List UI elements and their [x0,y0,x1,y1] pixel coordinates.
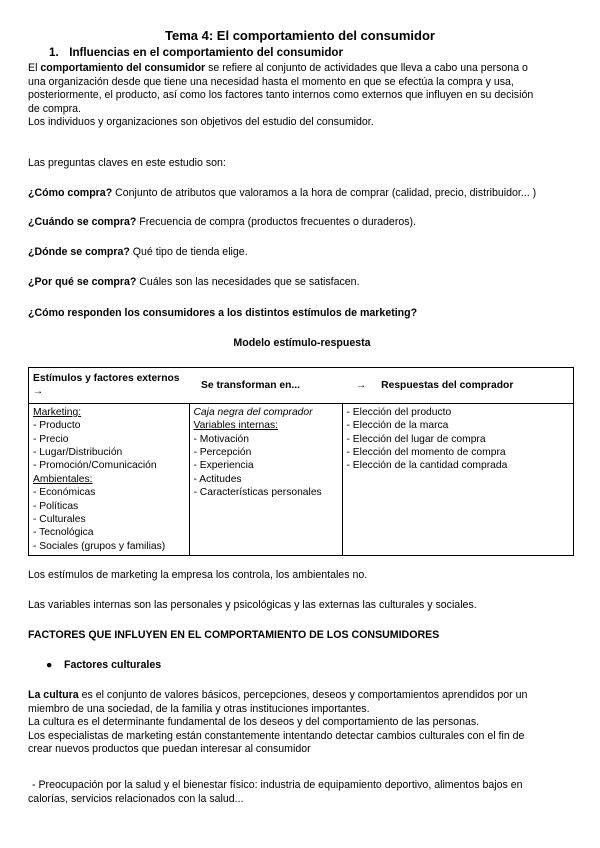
bullet-dot-icon: ● [46,659,53,671]
section-number: 1. [49,46,59,59]
table-header-row [29,368,574,404]
intro-pre: El [28,62,41,74]
intro-line-1-rest: se refiere al conjunto de actividades que lleva a cabo una persona o [205,62,528,74]
culture-line-3: La cultura es el determinante fundamental de los deseos y del comportamiento de las personas. [28,716,480,729]
black-box-label [194,406,338,419]
list-item: - Culturales [33,514,86,526]
header-col1-text: Estímulos y factores externos [33,373,180,384]
intro-paragraph [28,62,576,130]
black-box-label-text: Caja negra del comprador [193,406,313,418]
list-item: - Promoción/Comunicación [33,460,157,472]
marketing-label [33,406,185,419]
responses-cell [342,403,574,555]
model-title [28,337,576,351]
intro-bold-term: comportamiento del consumidor [40,62,206,74]
list-item: - Elección del momento de compra [346,447,506,459]
question-why-answer: Cuáles son las necesidades que se satisfacen. [136,276,360,288]
header-col3-text: Respuestas del comprador [381,379,514,391]
internal-variables-label [194,419,338,432]
question-response [28,307,576,321]
list-item: - Elección de la cantidad comprada [346,460,508,472]
marketing-label-text: Marketing: [33,406,82,418]
model-title-text: Modelo estímulo-respuesta [233,337,371,349]
section-title: Influencias en el comportamiento del consumidor [69,46,344,59]
header-arrow-2: → [356,379,367,391]
question-where-answer: Qué tipo de tienda elige. [129,246,248,258]
stimuli-cell [29,403,190,555]
question-response-label: ¿Cómo responden los consumidores a los distintos estímulos de marketing? [28,307,418,319]
intro-line-4: de compra. [28,102,81,115]
list-item: - Políticas [33,500,79,512]
question-where [28,246,576,260]
question-when-answer: Frecuencia de compra (productos frecuentes o duraderos). [136,216,417,228]
list-item: - Actitudes [193,473,242,485]
list-item: - Tecnológica [33,527,94,539]
ambientales-label [33,473,185,486]
intro-line-5: Los individuos y organizaciones son objetivos del estudio del consumidor. [28,116,374,129]
health-paragraph [28,779,576,806]
note-variables: Las variables internas son las personales y psicológicas y las externas las culturales y sociales. [28,599,477,611]
list-item: - Producto [33,420,81,432]
section-heading [49,45,343,60]
health-line-2: calorías, servicios relacionados con la salud... [28,792,244,805]
list-item: - Elección del producto [346,406,452,418]
header-arrow-1: → [33,386,44,398]
list-item: - Experiencia [193,460,254,472]
list-item: - Sociales (grupos y familias) [33,540,166,552]
list-item: - Motivación [193,433,250,445]
intro-line-3: posteriormente, el producto, así como los factores tanto internos como externos que influyen en su decisión [28,89,534,102]
intro-line-2: una organización desde que tiene una necesidad hasta el momento en que se efectúa la compra y usa, [28,75,514,88]
health-line-1: - Preocupación por la salud y el bienestar físico: industria de equipamiento deportivo, alimentos bajos en [32,779,523,791]
list-item: - Lugar/Distribución [33,447,123,459]
list-item: - Características personales [193,487,322,499]
bullet-label: Factores culturales [64,659,162,671]
header-col3 [342,368,574,404]
question-when-label: ¿Cuándo se compra? [28,216,137,228]
factors-heading [28,629,576,643]
culture-line-5: crear nuevos productos que puedan interesar al consumidor [28,743,311,756]
stimulus-response-table [28,367,574,556]
page-title: Tema 4: El comportamiento del consumidor [165,28,435,43]
question-why-label: ¿Por qué se compra? [28,276,137,288]
question-how-answer: Conjunto de atributos que valoramos a la hora de comprar (calidad, precio, distribuidor... ) [112,187,537,199]
internal-variables-label-text: Variables internas: [193,420,279,432]
header-col2 [189,368,342,404]
list-item: - Elección del lugar de compra [346,433,486,445]
culture-line-4: Los especialistas de marketing están constantemente intentando detectar cambios culturales con el fin de [28,729,525,742]
list-item: - Elección de la marca [346,420,449,432]
list-item: - Percepción [193,447,252,459]
black-box-cell [189,403,342,555]
culture-bold-term: La cultura [28,689,79,701]
question-why [28,276,576,290]
note-stimuli: Los estímulos de marketing la empresa los controla, los ambientales no. [28,569,368,581]
questions-intro: Las preguntas claves en este estudio son: [28,157,226,169]
question-where-label: ¿Dónde se compra? [28,246,130,258]
ambientales-label-text: Ambientales: [33,473,93,485]
list-item: - Precio [33,433,69,445]
question-how [28,187,576,201]
culture-line-1 [28,689,576,703]
question-how-label: ¿Cómo compra? [28,187,113,199]
list-item: - Económicas [33,487,96,499]
culture-line-2: miembro de una sociedad, de la familia y otras instituciones importantes. [28,702,370,715]
culture-paragraph [28,689,576,757]
header-col2-text: Se transforman en... [201,379,300,391]
factors-heading-text: FACTORES QUE INFLUYEN EN EL COMPORTAMIENTO DE LOS CONSUMIDORES [28,629,440,641]
intro-line-1 [28,62,576,76]
bullet-cultural-factors [46,659,161,673]
culture-line-1-rest: es el conjunto de valores básicos, percepciones, deseos y comportamientos aprendidos por un [78,689,528,701]
header-col1 [29,368,190,404]
table-body-row [29,403,574,555]
question-when [28,216,576,230]
